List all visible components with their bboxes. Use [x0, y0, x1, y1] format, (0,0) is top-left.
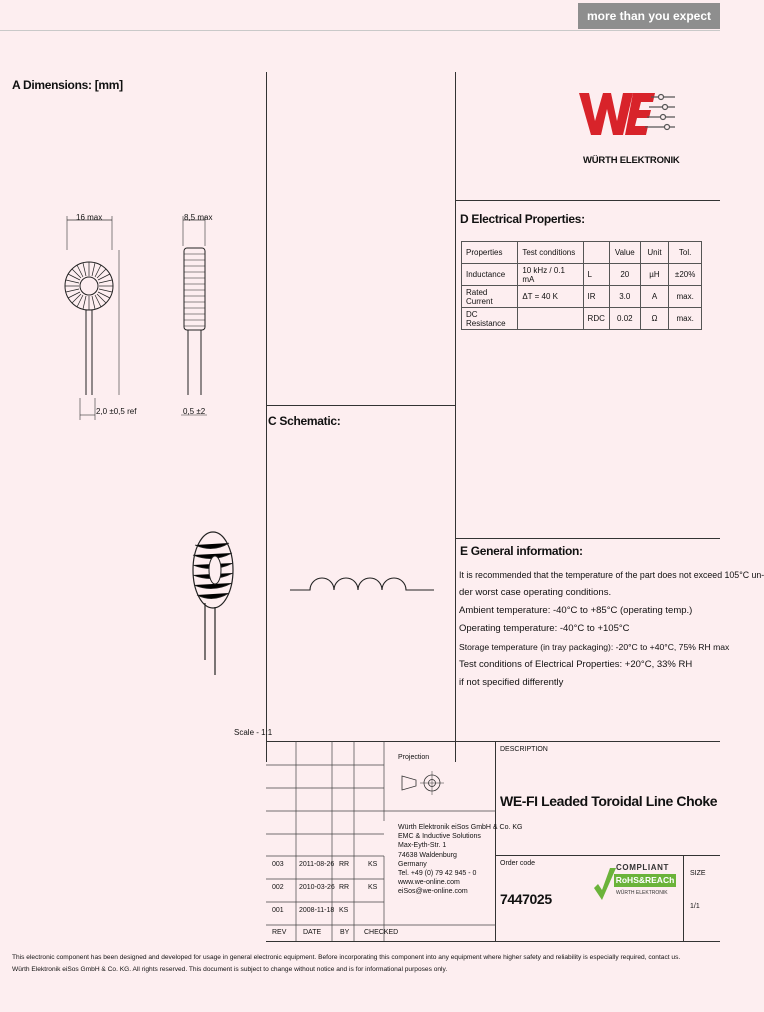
pin-diameter-label: 0,5 ±2 — [183, 407, 206, 416]
company-address-line: www.we-online.com — [398, 879, 460, 887]
order-code-label: Order code — [500, 860, 536, 867]
table-cell: 0.02 — [609, 308, 640, 330]
table-cell: max. — [669, 286, 702, 308]
company-address-line: Max-Eyth-Str. 1 — [398, 842, 447, 850]
checkmark-icon — [590, 864, 618, 912]
header-cell: Properties — [462, 242, 518, 264]
revision-author: RR — [339, 861, 350, 868]
date-header: DATE — [303, 929, 322, 936]
inductor-schematic-symbol — [288, 560, 438, 600]
revision-number: 001 — [272, 907, 284, 914]
revision-date: 2008-11-18 — [299, 907, 335, 914]
slogan-banner: more than you expect — [578, 3, 720, 29]
general-info-line: Storage temperature (in tray packaging): -20°C to +40°C, 75% RH max — [459, 642, 730, 652]
table-cell: 20 — [609, 264, 640, 286]
titleblock-order-divider — [495, 855, 720, 856]
table-cell: ΔT = 40 K — [518, 286, 583, 308]
side-view-drawing — [175, 210, 215, 430]
thickness-dimension-label: 8,5 max — [184, 213, 213, 222]
header-cell: Test conditions — [518, 242, 583, 264]
projection-label: Projection — [398, 754, 430, 761]
pin-spacing-label: 2,0 ±0,5 ref — [96, 407, 137, 416]
general-info-line: Test conditions of Electrical Properties: +20°C, 33% RH — [459, 659, 693, 670]
rev-header: REV — [272, 929, 287, 936]
section-schematic-title: C Schematic: — [268, 414, 341, 428]
header-cell: Unit — [640, 242, 669, 264]
size-label: SIZE — [690, 870, 706, 877]
general-info-line: Ambient temperature: -40°C to +85°C (operating temp.) — [459, 605, 693, 616]
scale-label: Scale - 1:1 — [234, 728, 273, 737]
table-cell: RDC — [583, 308, 609, 330]
footer-copyright: Würth Elektronik eiSos GmbH & Co. KG. All rights reserved. This document is subject to change without notice and is for informational purposes only. — [12, 966, 448, 973]
header-cell: Value — [609, 242, 640, 264]
table-cell: 10 kHz / 0.1 mA — [518, 264, 583, 286]
checked-header: CHECKED — [364, 929, 399, 936]
company-address-line: EMC & Inductive Solutions — [398, 833, 481, 841]
revision-date: 2010-03-26 — [299, 884, 335, 891]
table-row — [462, 286, 702, 308]
section-general-title: E General information: — [460, 544, 583, 558]
table-cell: Inductance — [462, 264, 518, 286]
compliance-line2: RoHS&REACh — [615, 875, 675, 885]
table-row — [462, 308, 702, 330]
brand-name: WÜRTH ELEKTRONIK — [583, 155, 680, 166]
table-cell: A — [640, 286, 669, 308]
revision-date: 2011-08-26 — [299, 861, 335, 868]
electrical-properties-table — [461, 241, 702, 330]
revision-author: RR — [339, 884, 350, 891]
table-cell: max. — [669, 308, 702, 330]
table-cell: Ω — [640, 308, 669, 330]
description-label: DESCRIPTION — [500, 746, 548, 753]
company-address-line: Würth Elektronik eiSos GmbH & Co. KG — [398, 824, 523, 831]
front-view-drawing — [55, 210, 135, 430]
revision-author: KS — [339, 907, 349, 914]
table-cell: µH — [640, 264, 669, 286]
section-electrical-title: D Electrical Properties: — [460, 212, 585, 226]
we-logo-icon — [575, 85, 680, 150]
company-address-line: 74638 Waldenburg — [398, 851, 457, 859]
company-address-line: Germany — [398, 860, 427, 868]
compliance-badge — [590, 860, 678, 912]
revision-checker: KS — [368, 884, 378, 891]
projection-symbol-icon — [400, 766, 445, 798]
table-cell — [518, 308, 583, 330]
divider-general — [455, 538, 720, 539]
company-address-line: eiSos@we-online.com — [398, 888, 468, 896]
header-cell: Tol. — [669, 242, 702, 264]
titleblock-bottom-border — [266, 941, 720, 942]
table-cell: IR — [583, 286, 609, 308]
revision-number: 003 — [272, 861, 284, 868]
footer-disclaimer: This electronic component has been designed and developed for usage in general electronic equipment. Before incorporating this component into any equipment where higher safety and reliability is especially required, contact us. — [12, 954, 681, 961]
order-code: 7447025 — [500, 891, 552, 907]
header-divider — [0, 30, 720, 31]
revision-checker: KS — [368, 861, 378, 868]
table-cell: L — [583, 264, 609, 286]
table-row — [462, 264, 702, 286]
compliance-line3: WÜRTH ELEKTRONIK — [616, 890, 668, 896]
general-info-line: der worst case operating conditions. — [459, 587, 612, 598]
company-address-line: Tel. +49 (0) 79 42 945 - 0 — [398, 870, 477, 878]
width-dimension-label: 16 max — [76, 213, 103, 222]
page-number: 1/1 — [690, 903, 700, 910]
table-cell: 3.0 — [609, 286, 640, 308]
general-info-block — [459, 566, 764, 692]
header-cell — [583, 242, 609, 264]
divider-right — [455, 72, 456, 762]
divider-left — [266, 72, 267, 762]
compliance-line1: COMPLIANT — [616, 863, 669, 872]
general-info-line: Operating temperature: -40°C to +105°C — [459, 623, 630, 634]
divider-electrical — [455, 200, 720, 201]
table-header-row — [462, 242, 702, 264]
divider-schematic — [266, 405, 456, 406]
table-cell: DC Resistance — [462, 308, 518, 330]
general-info-line: if not specified differently — [459, 677, 564, 688]
table-cell: Rated Current — [462, 286, 518, 308]
revision-number: 002 — [272, 884, 284, 891]
perspective-view-drawing — [185, 525, 245, 685]
titleblock-size-divider — [683, 855, 684, 941]
general-info-line: It is recommended that the temperature of the part does not exceed 105°C un- — [459, 570, 764, 580]
section-dimensions-title: A Dimensions: [mm] — [12, 78, 123, 92]
product-description: WE-FI Leaded Toroidal Line Choke — [500, 793, 718, 809]
table-cell: ±20% — [669, 264, 702, 286]
by-header: BY — [340, 929, 350, 936]
